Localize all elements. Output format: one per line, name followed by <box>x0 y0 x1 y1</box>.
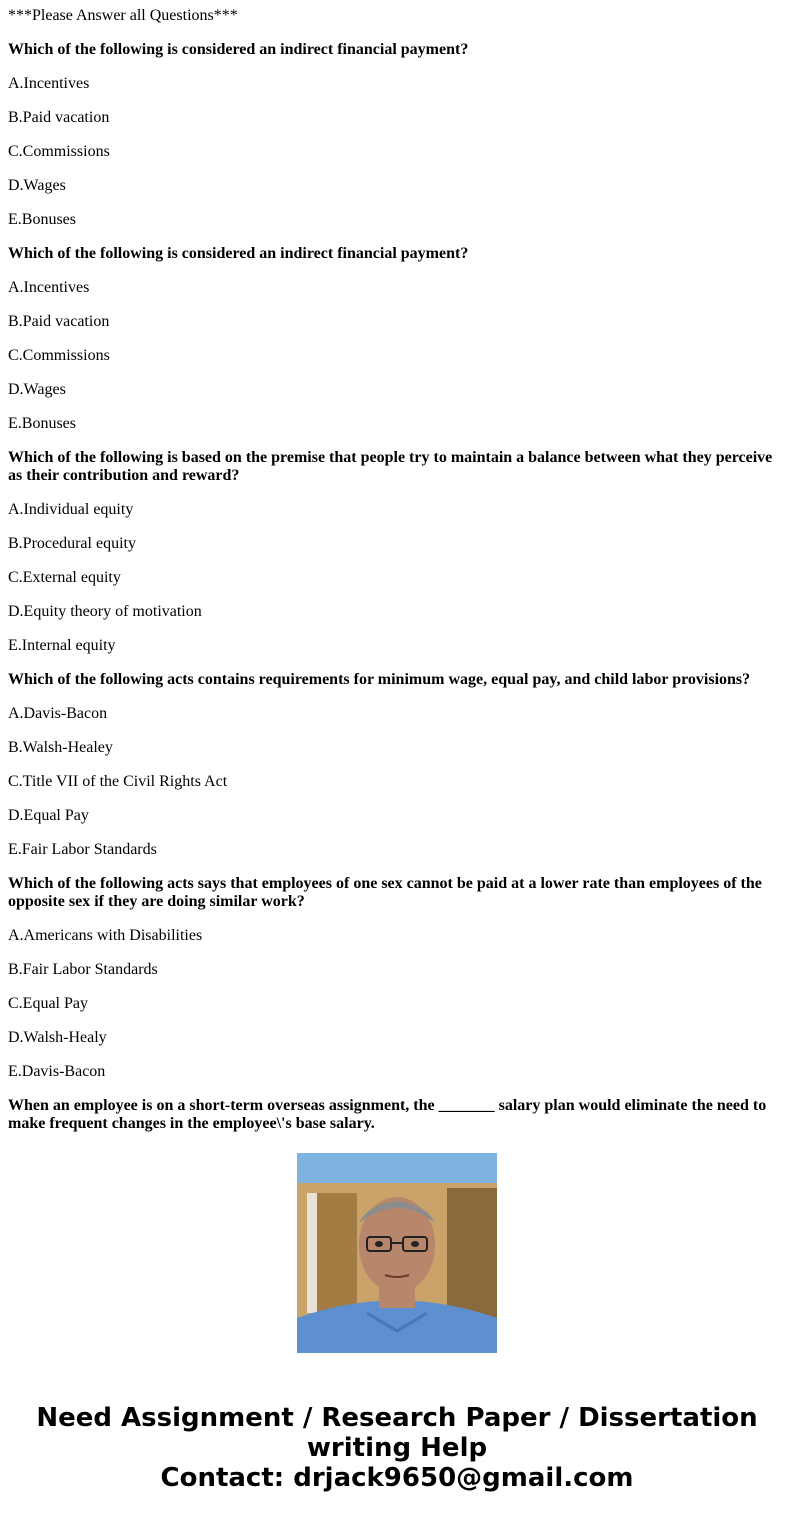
answer-option: D.Wages <box>8 177 66 194</box>
answer-option: C.External equity <box>8 569 121 586</box>
answer-option: E.Bonuses <box>8 211 76 228</box>
answer-option: A.Incentives <box>8 75 90 92</box>
answer-option: C.Equal Pay <box>8 995 88 1012</box>
question-list <box>8 41 786 1133</box>
question-text: When an employee is on a short-term overseas assignment, the _______ salary plan would eliminate the need to make frequent changes in the employee\'s base salary. <box>8 1097 767 1132</box>
promo-banner <box>0 1403 794 1493</box>
answer-option: D.Walsh-Healy <box>8 1029 107 1046</box>
question-text: Which of the following is considered an indirect financial payment? <box>8 245 469 262</box>
answer-option: A.Davis-Bacon <box>8 705 108 722</box>
question-text: Which of the following is considered an indirect financial payment? <box>8 41 469 58</box>
answer-option: B.Fair Labor Standards <box>8 961 158 978</box>
answer-option: D.Wages <box>8 381 66 398</box>
question-text: Which of the following is based on the premise that people try to maintain a balance between what they perceive as their contribution and reward? <box>8 449 773 484</box>
answer-option: B.Paid vacation <box>8 109 110 126</box>
answer-option: B.Procedural equity <box>8 535 136 552</box>
question-text: Which of the following acts contains requirements for minimum wage, equal pay, and child labor provisions? <box>8 671 751 688</box>
answer-option: E.Internal equity <box>8 637 116 654</box>
question-text: Which of the following acts says that employees of one sex cannot be paid at a lower rate than employees of the opposite sex if they are doing similar work? <box>8 875 762 910</box>
answer-option: A.Incentives <box>8 279 90 296</box>
answer-option: C.Title VII of the Civil Rights Act <box>8 773 228 790</box>
answer-option: A.Individual equity <box>8 501 134 518</box>
answer-option: E.Fair Labor Standards <box>8 841 157 858</box>
answer-option: C.Commissions <box>8 347 110 364</box>
promo-line-1: Need Assignment / Research Paper / Dissertation <box>36 1403 758 1433</box>
answer-option: D.Equal Pay <box>8 807 89 824</box>
answer-option: A.Americans with Disabilities <box>8 927 203 944</box>
answer-option: B.Paid vacation <box>8 313 110 330</box>
person-portrait-icon <box>297 1153 497 1353</box>
author-avatar <box>297 1153 497 1353</box>
answer-option: C.Commissions <box>8 143 110 160</box>
answer-option: E.Bonuses <box>8 415 76 432</box>
question-document <box>8 0 786 1132</box>
promo-contact: Contact: drjack9650@gmail.com <box>160 1463 634 1493</box>
answer-option: E.Davis-Bacon <box>8 1063 106 1080</box>
answer-option: B.Walsh-Healey <box>8 739 113 756</box>
intro-text: ***Please Answer all Questions*** <box>8 7 238 24</box>
answer-option: D.Equity theory of motivation <box>8 603 202 620</box>
promo-line-2: writing Help <box>306 1433 488 1463</box>
